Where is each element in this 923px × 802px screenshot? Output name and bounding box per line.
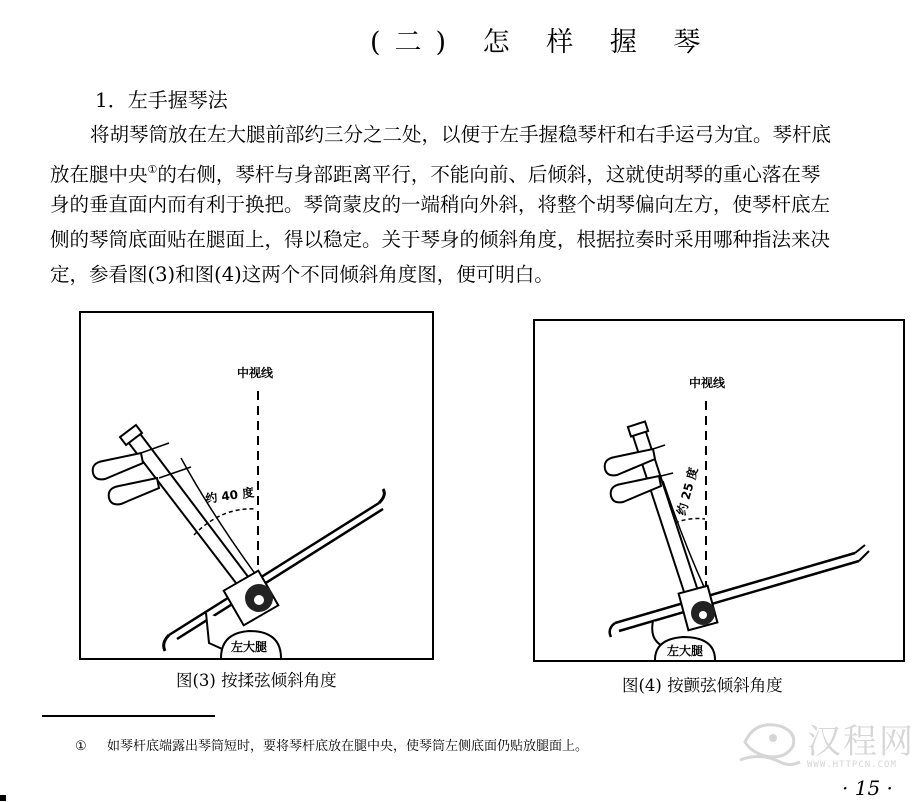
fig3-angle-label: 约 40 度 (204, 485, 256, 506)
subheading: 1．左手握琴法 (95, 88, 228, 112)
paragraph-line-5: 定，参看图(3)和图(4)这两个不同倾斜角度图，便可明白。 (50, 263, 554, 286)
scan-edge-mark (0, 795, 6, 801)
footnote-reference[interactable]: ① (147, 163, 158, 176)
fig4-thigh-label: 左大腿 (667, 644, 704, 658)
figure-4-illustration (533, 319, 905, 662)
paragraph-line-3: 身的垂直面内而有利于换把。琴筒蒙皮的一端稍向外斜，将整个胡琴偏向左方，使琴杆底左 (50, 193, 831, 216)
watermark (735, 712, 915, 782)
paragraph-line-2b: 的右侧，琴杆与身部距离平行，不能向前、后倾斜，这就使胡琴的重心落在琴 (157, 163, 821, 186)
footnote (75, 735, 588, 754)
footnote-mark: ① (75, 739, 87, 754)
watermark-text: 汉程网 (807, 722, 915, 762)
paragraph-line-2 (50, 152, 910, 187)
figure-3-illustration (79, 311, 434, 660)
footnote-text: 如琴杆底端露出琴筒短时，要将琴杆底放在腿中央，使琴筒左侧底面仍贴放腿面上。 (107, 739, 589, 754)
paragraph-line-2a: 放在腿中央 (50, 163, 148, 186)
body-paragraph (50, 117, 910, 292)
watermark-url: WWW.HTTPCN.COM (807, 760, 897, 770)
fig4-center-line-label: 中视线 (689, 376, 726, 390)
footnote-divider (42, 715, 215, 717)
paragraph-line-4: 侧的琴筒底面贴在腿面上，得以稳定。关于琴身的倾斜角度，根据拉奏时采用哪种指法来决 (50, 228, 831, 251)
fig3-thigh-label: 左大腿 (231, 640, 268, 654)
figure-4-caption: 图(4) 按颤弦倾斜角度 (622, 676, 783, 695)
page-number: · 15 · (842, 776, 893, 800)
paragraph-line-1: 将胡琴筒放在左大腿前部约三分之二处，以便于左手握稳琴杆和右手运弓为宜。琴杆底 (90, 123, 832, 146)
fig3-center-line-label: 中视线 (237, 366, 274, 380)
erhu-25-degree-diagram-icon (535, 321, 903, 660)
figure-3-caption: 图(3) 按揉弦倾斜角度 (176, 671, 337, 690)
section-title: (二) 怎 样 握 琴 (370, 27, 715, 58)
fish-logo-icon (735, 712, 805, 772)
erhu-40-degree-diagram-icon (81, 313, 432, 658)
fig4-angle-label: 约 25 度 (674, 465, 701, 517)
